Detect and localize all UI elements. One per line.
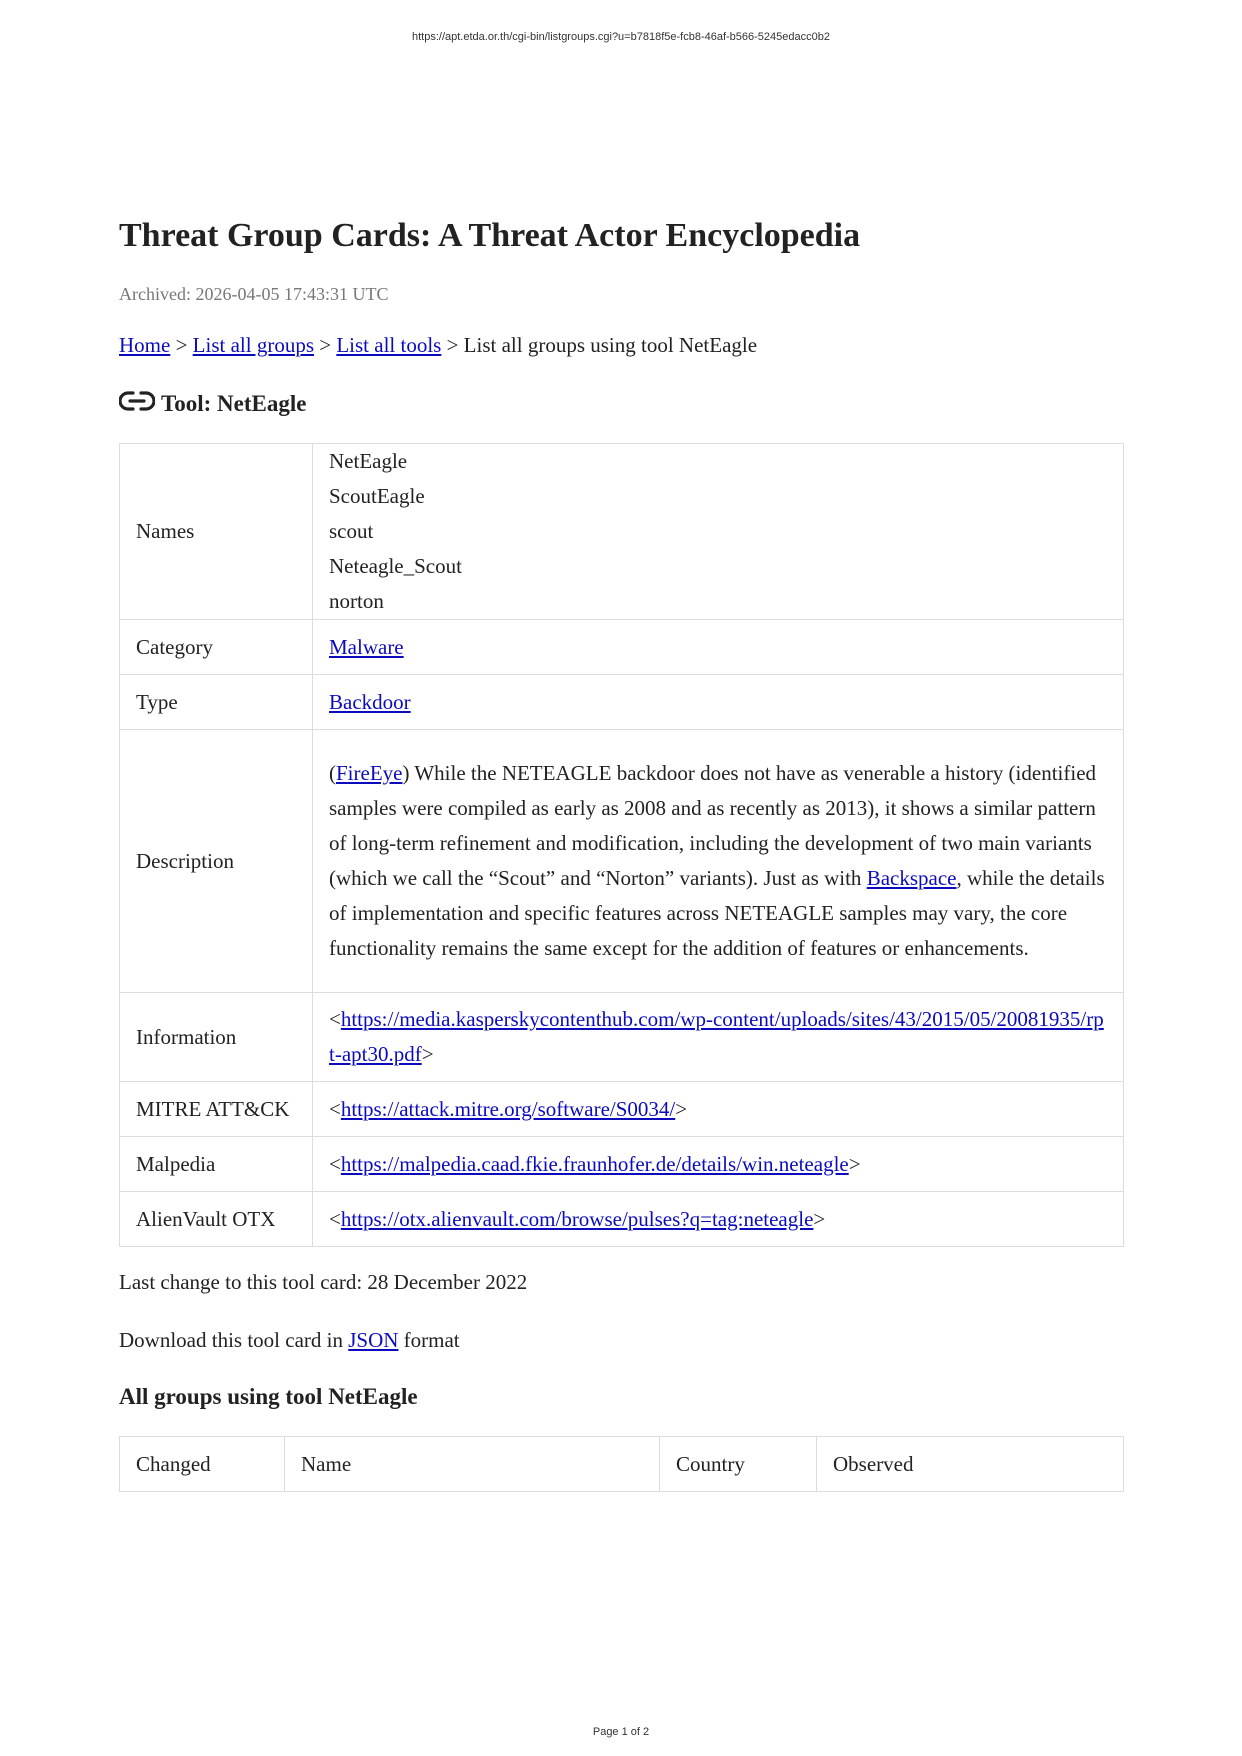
bracket: > [421,1042,434,1066]
malpedia-link[interactable]: https://malpedia.caad.fkie.fraunhofer.de/details/win.neteagle [340,1151,849,1176]
information-label: Information [120,993,313,1082]
breadcrumb-separator: > [314,333,337,357]
description-text: , while the details of implementation and specific features across NETEAGLE samples may vary, the core functionality remains the same except for the addition of features or enhancements. [329,866,1105,960]
table-row [120,675,1124,730]
groups-table [119,1436,1124,1492]
type-link[interactable]: Backdoor [329,689,411,714]
groups-heading: All groups using tool NetEagle [119,1384,418,1409]
category-link[interactable]: Malware [329,634,404,659]
name-item: NetEagle [329,449,408,473]
table-row [120,444,1124,620]
column-header-name[interactable]: Name [285,1437,660,1492]
table-row [120,993,1124,1082]
type-label: Type [120,675,313,730]
description-text: ( [329,761,336,785]
description-label: Description [120,730,313,993]
table-row [120,730,1124,993]
name-item: Neteagle_Scout [329,554,462,578]
download-text: format [398,1328,460,1352]
name-item: norton [329,589,384,613]
table-header-row [120,1437,1124,1492]
bracket: < [329,1007,341,1031]
description-value [313,730,1124,993]
table-row [120,1137,1124,1192]
type-value [313,675,1124,730]
information-value [313,993,1124,1082]
fireeye-link[interactable]: FireEye [336,761,403,785]
bracket: > [813,1206,826,1231]
table-row [120,1082,1124,1137]
breadcrumb [119,330,1123,360]
json-download-link[interactable]: JSON [348,1328,399,1352]
bracket: < [329,1151,341,1176]
last-change-text: Last change to this tool card: 28 December 2022 [119,1270,528,1294]
names-label: Names [120,444,313,620]
category-label: Category [120,620,313,675]
column-header-country[interactable]: Country [660,1437,817,1492]
category-value [313,620,1124,675]
breadcrumb-separator: > [170,333,193,357]
bracket: < [329,1206,341,1231]
tool-heading-text: Tool: NetEagle [161,391,307,416]
name-item: ScoutEagle [329,484,425,508]
backspace-link[interactable]: Backspace [866,866,957,890]
otx-label: AlienVault OTX [120,1192,313,1247]
breadcrumb-list-groups-link[interactable]: List all groups [192,333,314,357]
information-link[interactable]: https://media.kasperskycontenthub.com/wp-content/uploads/sites/43/2015/05/20081935/rpt-apt30.pdf [329,1007,1104,1066]
breadcrumb-current: > List all groups using tool NetEagle [441,333,758,357]
bracket: > [848,1151,861,1176]
tool-card-table [119,443,1124,1247]
link-icon [119,388,155,414]
tool-heading [119,388,1123,420]
name-item: scout [329,519,374,543]
otx-value [313,1192,1124,1247]
print-header-url: https://apt.etda.or.th/cgi-bin/listgroups.cgi?u=b7818f5e-fcb8-46af-b566-5245edacc0b2 [412,31,830,43]
table-row [120,1192,1124,1247]
description-text: ) While the NETEAGLE backdoor does not have as venerable a history (identified samples were compiled as early as 2008 and as recently as 2013), it shows a similar pattern of long-term refinement and modification, including the development of two main variants (which we call the “Scout” and “Norton” variants). Just as with [329,761,1097,890]
mitre-value [313,1082,1124,1137]
otx-link[interactable]: https://otx.alienvault.com/browse/pulses?q=tag:neteagle [340,1206,814,1231]
page-title: Threat Group Cards: A Threat Actor Encyclopedia [119,217,861,254]
download-line [119,1325,1123,1355]
table-row [120,620,1124,675]
download-text: Download this tool card in [119,1328,349,1352]
bracket: < [329,1096,341,1121]
mitre-label: MITRE ATT&CK [120,1082,313,1137]
column-header-observed[interactable]: Observed [817,1437,1124,1492]
column-header-changed[interactable]: Changed [120,1437,285,1492]
archived-timestamp: Archived: 2026-04-05 17:43:31 UTC [119,284,389,304]
malpedia-label: Malpedia [120,1137,313,1192]
malpedia-value [313,1137,1124,1192]
names-value [313,444,1124,620]
bracket: > [675,1096,688,1121]
breadcrumb-list-tools-link[interactable]: List all tools [336,333,442,357]
mitre-link[interactable]: https://attack.mitre.org/software/S0034/ [340,1096,676,1121]
page-number: Page 1 of 2 [592,1726,650,1738]
main-content [119,212,1123,1492]
breadcrumb-home-link[interactable]: Home [119,333,171,357]
